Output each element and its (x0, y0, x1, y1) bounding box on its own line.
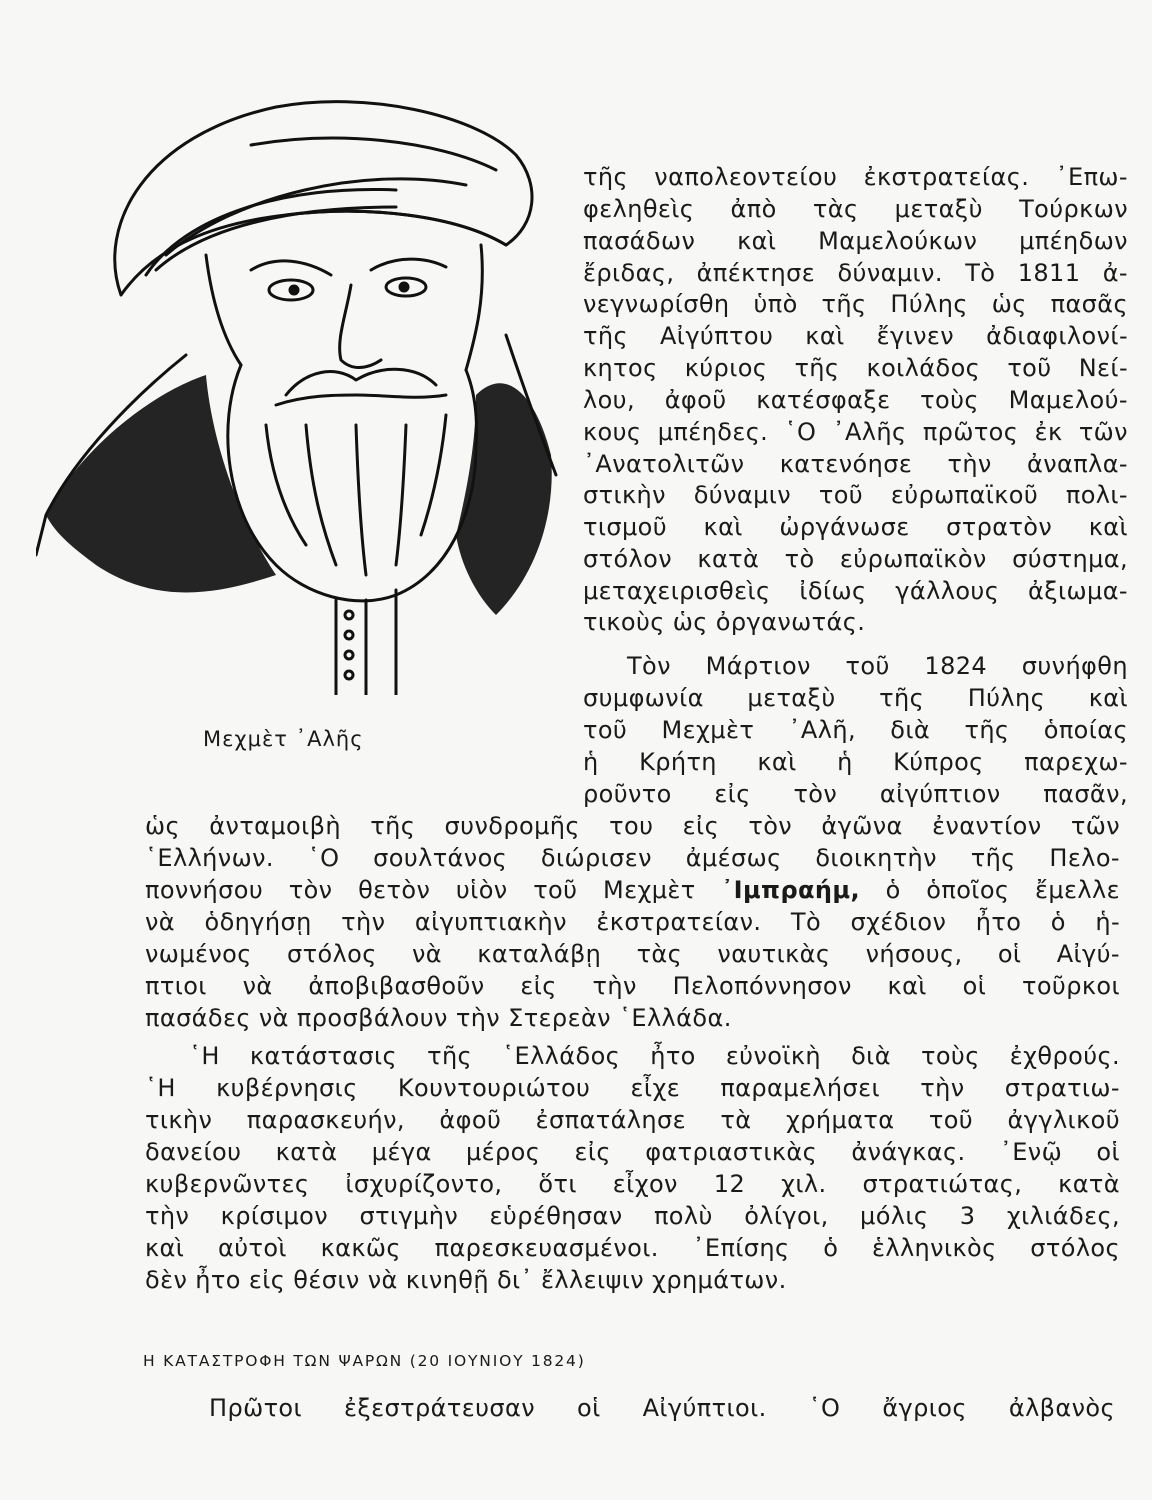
column-line: τοῦ Μεχμὲτ ᾿Αλῆ, διὰ τῆς ὁποίας (583, 716, 1128, 744)
column-line: στικὴν δύναμιν τοῦ εὐρωπαϊκοῦ πολι- (583, 481, 1128, 509)
column-line: πασάδων καὶ Μαμελούκων μπέηδων (583, 227, 1128, 255)
column-line: τικοὺς ὡς ὀργανωτάς. (583, 608, 866, 636)
column-line: τῆς ναπολεοντείου ἐκστρατείας. ᾿Επω- (583, 163, 1128, 191)
text-line: καὶ αὐτοὶ κακῶς παρεσκευασμένοι. ᾿Επίσης ὁ ἑλληνικὸς στόλος (145, 1234, 1120, 1262)
text-line: δανείου κατὰ μέγα μέρος εἰς φατριαστικὰς ἀνάγκας. ᾿Ενῷ οἱ (145, 1138, 1120, 1166)
section-heading: Η ΚΑΤΑΣΤΡΟΦΗ ΤΩΝ ΨΑΡΩΝ (20 ΙΟΥΝΙΟΥ 1824) (143, 1352, 586, 1370)
text-line (145, 875, 1120, 905)
text-line: νωμένος στόλος νὰ καταλάβῃ τὰς ναυτικὰς νήσους, οἱ Αἰγύ- (145, 940, 1120, 968)
name-ibrahim: ᾿Ιμπραήμ, (721, 876, 860, 904)
column-line: νεγνωρίσθη ὑπὸ τῆς Πύλης ὡς πασᾶς (583, 290, 1128, 318)
text-fragment: ποννήσου τὸν θετὸν υἱὸν τοῦ Μεχμὲτ (145, 876, 696, 904)
column-line: φεληθεὶς ἀπὸ τὰς μεταξὺ Τούρκων (583, 195, 1128, 223)
column-line: συμφωνία μεταξὺ τῆς Πύλης καὶ (583, 684, 1128, 712)
text-line: ὡς ἀνταμοιβὴ τῆς συνδρομῆς του εἰς τὸν ἀγῶνα ἐναντίον τῶν (145, 812, 1120, 840)
text-line: τὴν κρίσιμον στιγμὴν εὑρέθησαν πολὺ ὀλίγοι, μόλις 3 χιλιάδες, (145, 1202, 1120, 1230)
column-line: ᾿Ανατολιτῶν κατενόησε τὴν ἀναπλα- (583, 450, 1128, 478)
text-line: πασάδες νὰ προσβάλουν τὴν Στερεὰν ῾Ελλάδα. (145, 1004, 732, 1032)
paragraph-start: Τὸν Μάρτιον τοῦ 1824 συνήφθη (627, 652, 1128, 680)
column-line: τῆς Αἰγύπτου καὶ ἔγινεν ἀδιαφιλονί- (583, 322, 1128, 350)
column-line: ἔριδας, ἀπέκτησε δύναμιν. Τὸ 1811 ἀ- (583, 259, 1128, 287)
column-line: τισμοῦ καὶ ὠργάνωσε στρατὸν καὶ (583, 513, 1128, 541)
paragraph-start: Πρῶτοι ἐξεστράτευσαν οἱ Αἰγύπτιοι. ῾Ο ἄγριος ἀλβανὸς (209, 1394, 1115, 1422)
portrait-caption: Μεχμὲτ ᾿Αλῆς (203, 727, 364, 751)
portrait-illustration (36, 95, 561, 695)
column-line: λου, ἀφοῦ κατέσφαξε τοὺς Μαμελού- (583, 386, 1128, 414)
column-line: μεταχειρισθεὶς ἰδίως γάλλους ἀξιωμα- (583, 577, 1128, 605)
text-line: δὲν ἦτο εἰς θέσιν νὰ κινηθῇ δι᾿ ἔλλειψιν χρημάτων. (145, 1266, 787, 1294)
column-line: στόλον κατὰ τὸ εὐρωπαϊκὸν σύστημα, (583, 545, 1128, 573)
text-fragment: ὁ ὁποῖος ἔμελλε (885, 876, 1120, 904)
text-line: ῾Η κυβέρνησις Κουντουριώτου εἶχε παραμελήσει τὴν στρατιω- (145, 1074, 1120, 1102)
text-line: πτιοι νὰ ἀποβιβασθοῦν εἰς τὴν Πελοπόννησον καὶ οἱ τοῦρκοι (145, 972, 1120, 1000)
column-line: ἡ Κρήτη καὶ ἡ Κύπρος παρεχω- (583, 748, 1128, 776)
paragraph-start: ῾Η κατάστασις τῆς ῾Ελλάδος ἦτο εὐνοϊκὴ διὰ τοὺς ἐχθρούς. (189, 1042, 1120, 1070)
text-line: κυβερνῶντες ἰσχυρίζοντο, ὅτι εἶχον 12 χιλ. στρατιώτας, κατὰ (145, 1170, 1120, 1198)
text-line: ῾Ελλήνων. ῾Ο σουλτάνος διώρισεν ἀμέσως διοικητὴν τῆς Πελο- (145, 844, 1120, 872)
text-line: τικὴν παρασκευήν, ἀφοῦ ἐσπατάλησε τὰ χρήματα τοῦ ἀγγλικοῦ (145, 1106, 1120, 1134)
text-line: νὰ ὁδηγήσῃ τὴν αἰγυπτιακὴν ἐκστρατείαν. Τὸ σχέδιον ἦτο ὁ ἡ- (145, 908, 1120, 936)
column-line: κους μπέηδες. ῾Ο ᾿Αλῆς πρῶτος ἐκ τῶν (583, 418, 1128, 446)
column-line: κητος κύριος τῆς κοιλάδος τοῦ Νεί- (583, 354, 1128, 382)
column-line: ροῦντο εἰς τὸν αἰγύπτιον πασᾶν, (583, 780, 1128, 808)
